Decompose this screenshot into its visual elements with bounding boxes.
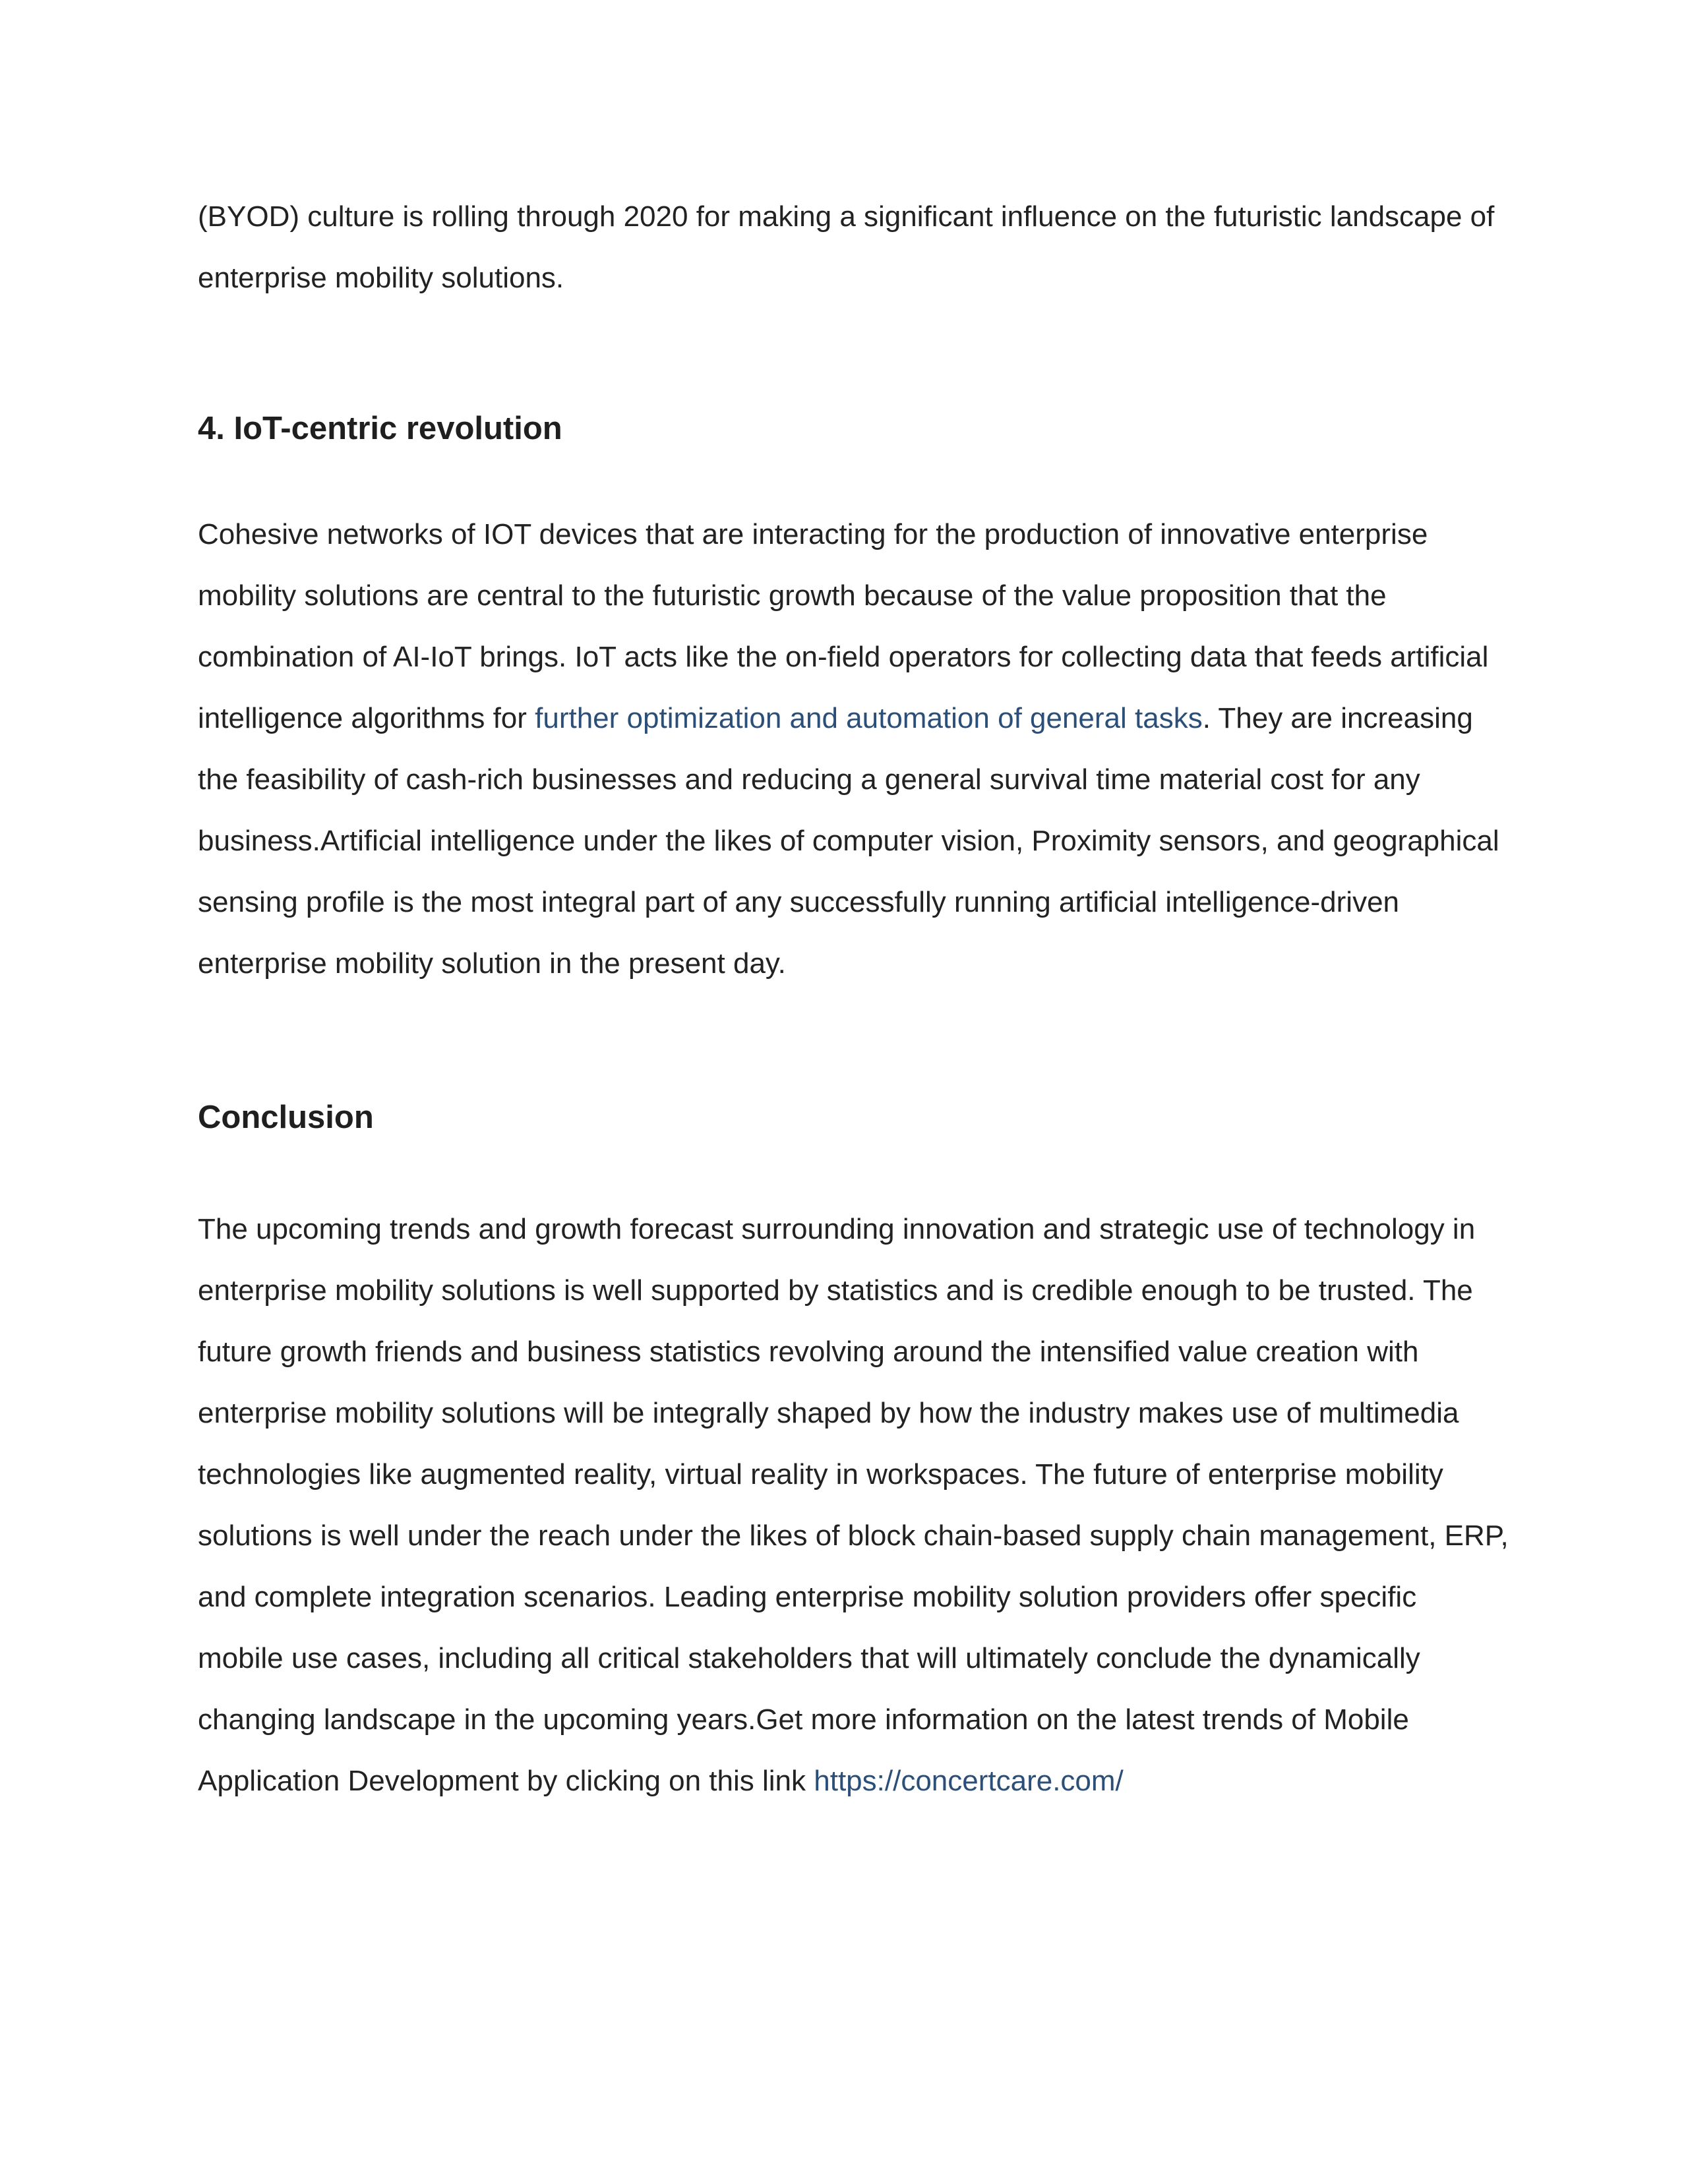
conclusion-heading: Conclusion <box>198 1100 374 1135</box>
iot-paragraph-text-start: Cohesive networks of IOT devices that are interacting for the production of innovative enterprise mobility solutions are central to the futuristic growth because of the value proposition that the combination of AI-IoT brings. IoT acts like the on-field operators for collecting data that feeds artificial intelligence algorithms for <box>198 518 1489 734</box>
conclusion-paragraph <box>198 1198 1510 1812</box>
iot-paragraph <box>198 504 1510 994</box>
iot-paragraph-block <box>198 504 1510 994</box>
iot-section-heading: 4. IoT-centric revolution <box>198 411 562 446</box>
conclusion-paragraph-block <box>198 1198 1510 1812</box>
concertcare-link[interactable]: https://concertcare.com/ <box>814 1765 1124 1797</box>
conclusion-heading-block <box>198 1098 1510 1137</box>
optimization-link[interactable]: further optimization and automation of general tasks <box>535 702 1203 734</box>
iot-heading-block <box>198 409 1510 448</box>
intro-paragraph-block <box>198 186 1510 309</box>
intro-paragraph: (BYOD) culture is rolling through 2020 for making a significant influence on the futuristic landscape of enterprise mobility solutions. <box>198 200 1495 294</box>
iot-paragraph-text-end: . They are increasing the feasibility of cash-rich businesses and reducing a general survival time material cost for any business.Artificial intelligence under the likes of computer vision, Proximity sensors, and geographical sensing profile is the most integral part of any successfully running artificial intelligence-driven enterprise mobility solution in the present day. <box>198 702 1499 980</box>
conclusion-paragraph-text: The upcoming trends and growth forecast surrounding innovation and strategic use of technology in enterprise mobility solutions is well supported by statistics and is credible enough to be trusted. The future growth friends and business statistics revolving around the intensified value creation with enterprise mobility solutions will be integrally shaped by how the industry makes use of multimedia technologies like augmented reality, virtual reality in workspaces. The future of enterprise mobility solutions is well under the reach under the likes of block chain-based supply chain management, ERP, and complete integration scenarios. Leading enterprise mobility solution providers offer specific mobile use cases, including all critical stakeholders that will ultimately conclude the dynamically changing landscape in the upcoming years.Get more information on the latest trends of Mobile Application Development by clicking on this link <box>198 1213 1509 1797</box>
